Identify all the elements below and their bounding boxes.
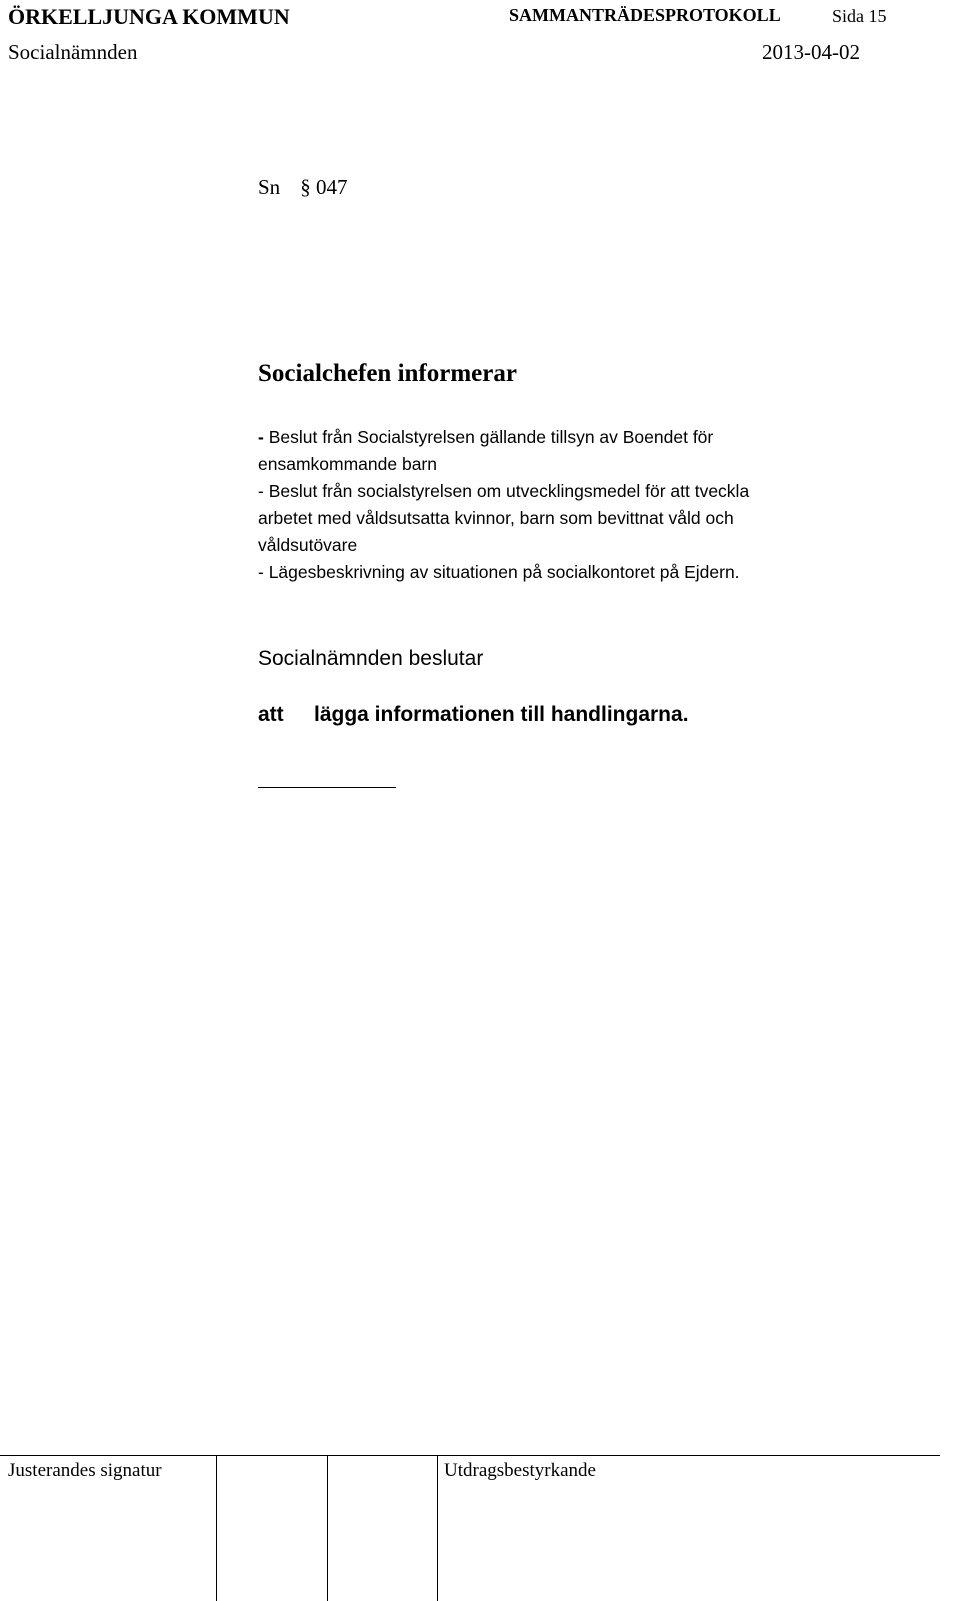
section-symbol: § (300, 175, 311, 199)
signature-box-divider (216, 1455, 217, 1601)
end-rule (258, 787, 396, 788)
page-number: Sida 15 (832, 6, 887, 26)
paragraph-reference (258, 175, 347, 200)
paragraph-prefix: Sn (258, 175, 281, 199)
section-title: Socialchefen informerar (258, 360, 517, 387)
committee-name: Socialnämnden (8, 40, 138, 64)
signature-label: Justerandes signatur (8, 1460, 162, 1481)
extract-certification-label: Utdragsbestyrkande (444, 1460, 596, 1481)
body-line: arbetet med våldsutsatta kvinnor, barn som bevittnat våld och (258, 508, 734, 528)
signature-box-divider (327, 1455, 328, 1601)
meeting-date: 2013-04-02 (762, 40, 860, 64)
body-line: våldsutövare (258, 535, 358, 555)
signature-box-divider (437, 1455, 438, 1601)
footer-rule (0, 1455, 940, 1456)
information-list (258, 424, 898, 586)
document-type: SAMMANTRÄDESPROTOKOLL (509, 5, 781, 25)
decision-heading: Socialnämnden beslutar (258, 647, 484, 670)
body-line: ensamkommande barn (258, 454, 437, 474)
body-line: - Beslut från socialstyrelsen om utvecklingsmedel för att tveckla (258, 481, 750, 501)
signature-footer (0, 1455, 940, 1601)
body-line: - Lägesbeskrivning av situationen på socialkontoret på Ejdern. (258, 562, 740, 582)
decision-text: lägga informationen till handlingarna. (314, 703, 689, 726)
decision-statement (258, 703, 689, 727)
body-line: - Beslut från Socialstyrelsen gällande tillsyn av Boendet för (258, 427, 714, 447)
decision-att: att (258, 703, 284, 726)
paragraph-number: 047 (315, 175, 348, 199)
organization-name: ÖRKELLJUNGA KOMMUN (8, 4, 290, 29)
